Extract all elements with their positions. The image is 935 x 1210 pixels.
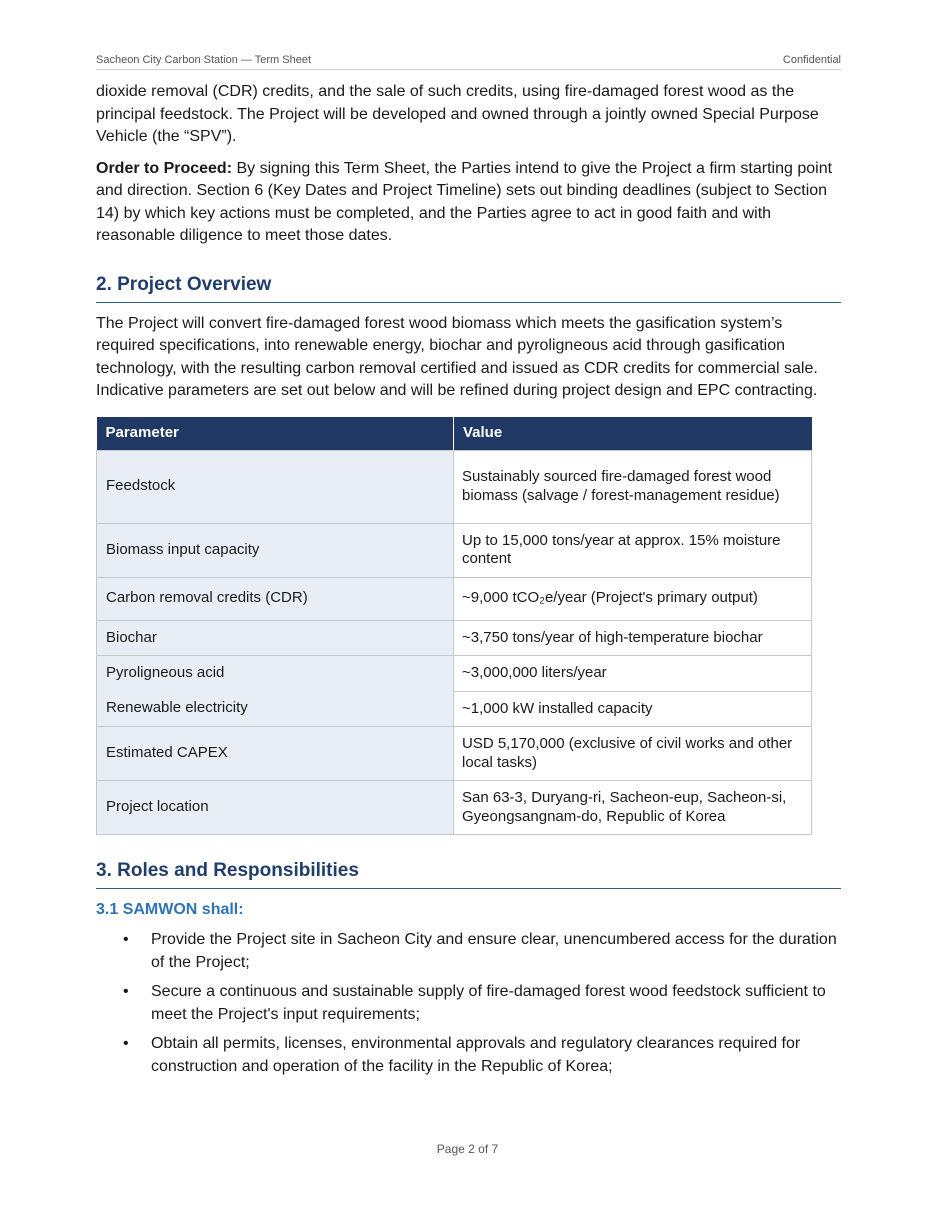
table-row: [97, 450, 812, 523]
bullet-icon: •: [123, 1035, 129, 1052]
table-row: [97, 691, 812, 727]
samwon-obligations-list: [96, 929, 841, 1078]
value-cell: ~3,750 tons/year of high-temperature biochar: [454, 620, 812, 656]
list-item-text: Secure a continuous and sustainable supply of fire-damaged forest wood feedstock sufficient to meet the Project's input requirements;: [151, 983, 826, 1023]
parameter-cell: Renewable electricity: [97, 691, 454, 727]
value-cell: ~1,000 kW installed capacity: [454, 691, 812, 727]
parameter-cell: Project location: [97, 781, 454, 835]
confidential-label: Confidential: [782, 54, 841, 66]
intro-continued-paragraph: dioxide removal (CDR) credits, and the sale of such credits, using fire-damaged forest wood as the principal feedstock. The Project will be developed and owned through a jointly owned Special Purpose Vehicle (the “SPV”).: [96, 83, 819, 145]
order-to-proceed-text: By signing this Term Sheet, the Parties intend to give the Project a firm starting point and direction. Section 6 (Key Dates and Project Timeline) sets out binding deadlines (subject to Section 14) by which key actions must be completed, and the Parties agree to act in good faith and with reasonable diligence to meet those dates.: [96, 159, 833, 244]
column-header-parameter: Parameter: [97, 417, 454, 451]
table-row: [97, 523, 812, 577]
project-overview-paragraph: The Project will convert fire-damaged forest wood biomass which meets the gasification system’s required specifications, into renewable energy, biochar and pyroligneous acid through gasification technology, with the resulting carbon removal certified and issued as CDR credits for commercial sale. Indicative parameters are set out below and will be refined during project design and EPC contracting.: [96, 314, 818, 399]
table-row: [97, 620, 812, 656]
table-row: [97, 577, 812, 620]
parameter-cell: Estimated CAPEX: [97, 727, 454, 781]
list-item: [96, 981, 841, 1026]
value-cell: San 63-3, Duryang-ri, Sacheon-eup, Sacheon-si, Gyeongsangnam-do, Republic of Korea: [454, 781, 812, 835]
list-item: [96, 1033, 841, 1078]
parameters-table: [96, 417, 812, 836]
value-cell: USD 5,170,000 (exclusive of civil works and other local tasks): [454, 727, 812, 781]
list-item: [96, 929, 841, 974]
table-row: [97, 781, 812, 835]
list-item-text: Provide the Project site in Sacheon City and ensure clear, unencumbered access for the duration of the Project;: [151, 931, 837, 971]
parameter-cell: Biomass input capacity: [97, 523, 454, 577]
table-row: [97, 656, 812, 692]
page-number: Page 2 of 7: [436, 1142, 499, 1156]
section-3-heading: 3. Roles and Responsibilities: [96, 859, 841, 889]
table-row: [97, 727, 812, 781]
bullet-icon: •: [123, 983, 129, 1000]
parameter-cell: Feedstock: [97, 450, 454, 523]
list-item-text: Obtain all permits, licenses, environmental approvals and regulatory clearances required for construction and operation of the facility in the Republic of Korea;: [151, 1035, 801, 1075]
table-header-row: [97, 417, 812, 451]
value-cell: ~3,000,000 liters/year: [454, 656, 812, 692]
section-2-heading: 2. Project Overview: [96, 273, 841, 303]
parameter-cell: Biochar: [97, 620, 454, 656]
parameter-cell: Pyroligneous acid: [97, 656, 454, 692]
document-body: [96, 81, 841, 1085]
value-cell: Sustainably sourced fire-damaged forest wood biomass (salvage / forest-management residue): [454, 450, 812, 523]
value-cell: Up to 15,000 tons/year at approx. 15% moisture content: [454, 523, 812, 577]
order-to-proceed-paragraph: [96, 158, 841, 248]
subsection-3-1-heading: 3.1 SAMWON shall:: [96, 901, 244, 918]
document-title: Sacheon City Carbon Station — Term Sheet: [96, 54, 312, 66]
column-header-value: Value: [454, 417, 812, 451]
order-to-proceed-label: Order to Proceed:: [96, 159, 233, 177]
page-header: [96, 53, 841, 70]
value-cell: ~9,000 tCO₂e/year (Project's primary output): [454, 577, 812, 620]
parameter-cell: Carbon removal credits (CDR): [97, 577, 454, 620]
bullet-icon: •: [123, 931, 129, 948]
